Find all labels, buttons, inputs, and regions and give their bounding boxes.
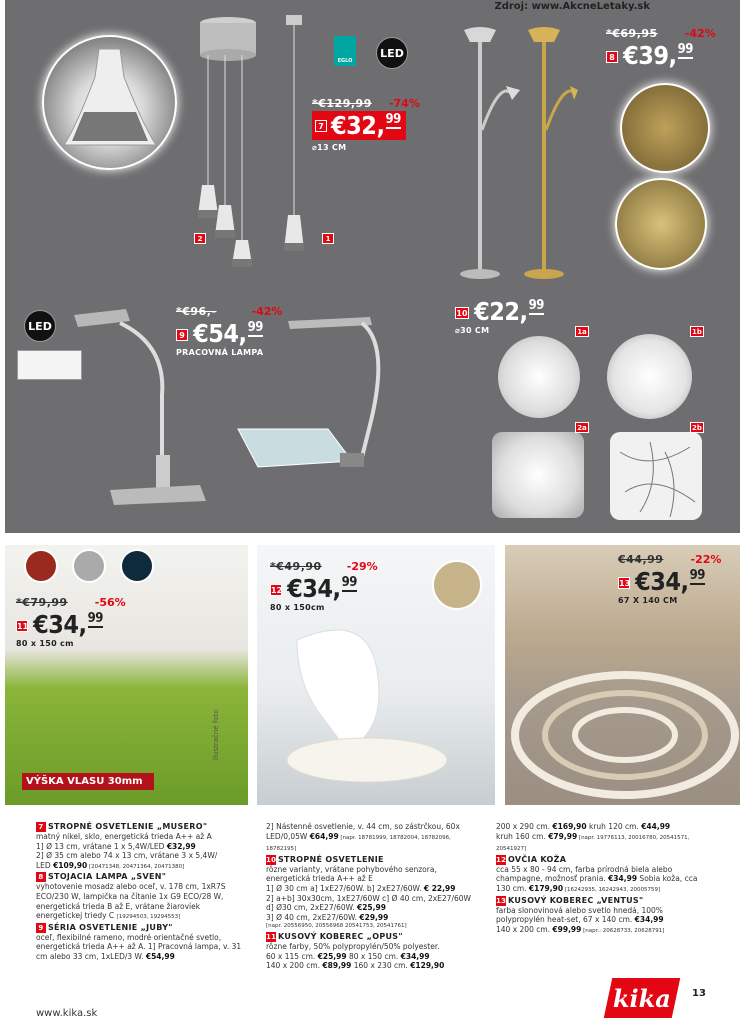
text-8: vyhotovenie mosadz alebo oceľ, v. 178 cm, 1xR7S ECO/230 W, lampička na čítanie 1x G9 ECO/28 W, energetická trieda B až E, vrátane žiarovíek energetickej triedy C [19294503, 19294553]: [36, 882, 226, 921]
price: €34,99: [287, 574, 357, 603]
price-block-8: [606, 22, 716, 70]
variant-tag-2: 2: [194, 233, 206, 244]
text-11a: rôzne farby, 50% polypropylén/50% polyester.: [266, 941, 440, 951]
text-11b: 60 x 115 cm. €25,99 80 x 150 cm. €34,99: [266, 951, 430, 961]
price: €22,99: [474, 297, 544, 326]
desk-lamps-image: [70, 305, 510, 510]
ceiling-light-1a: [498, 336, 580, 418]
price-row: [618, 567, 721, 596]
product-subtitle: PRACOVNÁ LAMPA: [176, 348, 264, 357]
text-10d: 3] Ø 40 cm, 2xE27/60W. €29,99: [266, 912, 389, 922]
discount: -22%: [690, 553, 722, 566]
kika-logo-text: kika: [613, 983, 671, 1013]
old-price: *€129,99: [312, 97, 372, 110]
text-13: farba slonovinová alebo svetlo hnedá, 100% polypropylén heat-set, 67 x 140 cm. €34,99: [496, 905, 664, 925]
color-swatch-red: [24, 549, 58, 583]
ceiling-light-2a: [492, 432, 584, 518]
eglo-logo: [334, 36, 356, 66]
price-block-12: [270, 555, 378, 612]
pendant-lamps-image: [190, 15, 330, 275]
text-9b: 2] Nástenné osvetlenie, v. 44 cm, so zástrčkou, 60x LED/0,05W €64,99 [napr. 18781999, 18782004, 18782096, 18782195]: [266, 822, 460, 853]
old-price: *€49,90: [270, 560, 322, 573]
product-number: 12: [271, 586, 283, 595]
variant-tag-1: 1: [322, 233, 334, 244]
ceiling-light-2b: [610, 432, 702, 520]
description-column-1: [36, 822, 248, 962]
heading-13: 13 KUSOVÝ KOBEREC „VENTUS": [496, 895, 644, 905]
product-number: 13: [619, 579, 631, 588]
price-row: [176, 319, 282, 348]
led-badge-2: [24, 310, 56, 342]
old-price: *€69,95: [606, 27, 658, 40]
price-row: [16, 610, 126, 639]
discount: -42%: [684, 27, 716, 40]
price: €34,99: [635, 567, 705, 596]
illustration-note: Ilustračné foto: [212, 709, 220, 760]
footer-url[interactable]: www.kika.sk: [36, 1008, 98, 1019]
product-number: 8: [606, 51, 618, 63]
product-size: 80 x 150cm: [270, 603, 325, 612]
product-size: ⌀13 CM: [312, 143, 347, 152]
price-block-13: [618, 548, 721, 605]
led-badge-label: LED: [380, 46, 404, 60]
variant-tag-2a: 2a: [575, 422, 589, 433]
heading-9: 9 SÉRIA OSVETLENIE „JUBY": [36, 923, 248, 933]
text-10a: rôzne varianty, vrátane pohybového senzora, energetická trieda A++ až E: [266, 864, 437, 884]
discount: -42%: [251, 305, 283, 318]
ventus-rug-image: [505, 650, 740, 805]
floor-lamps-image: [450, 20, 580, 285]
led-badge: [376, 37, 408, 69]
floor-lamp-detail-2: [615, 178, 707, 270]
price-row: [455, 297, 544, 326]
product-number: 10: [456, 309, 468, 318]
price: €39,99: [623, 41, 693, 70]
ceiling-light-1b: [607, 334, 692, 419]
rug-panel-green: [5, 545, 248, 805]
eglo-logo-text: EGLO: [337, 58, 353, 64]
heading-12: 12 OVČIA KOŽA: [496, 854, 567, 864]
floor-lamp-detail-1: [620, 83, 710, 173]
old-price: *€79,99: [16, 596, 68, 609]
text-10b: 1] Ø 30 cm a] 1xE27/60W. b] 2xE27/60W. € 22,99: [266, 883, 456, 893]
pile-banner-text: VÝŠKA VLASU 30mm: [26, 776, 143, 787]
variant-tag-1a: 1a: [575, 326, 589, 337]
heading-7: 7 STROPNÉ OSVETLENIE „MUSERO": [36, 822, 248, 832]
text-9: oceľ, flexibilné rameno, modré orientačné svetlo, energetická trieda A++ až A. 1] Pracovná lampa, v. 31 cm alebo 33 cm, 1xLED/3 W. €54,99: [36, 932, 242, 961]
product-number: 9: [176, 329, 188, 341]
text-11d: 140 x 200 cm. €89,99 160 x 230 cm. €129,90: [266, 961, 445, 971]
kika-logo: [604, 978, 681, 1018]
product-size: 80 x 150 cm: [16, 639, 74, 648]
text-7d: LED €109,90 [20471348, 20471364, 20471380]: [36, 860, 185, 870]
text-13b: 140 x 200 cm. €99,99 [napr.: 20628733, 20628791]: [496, 924, 665, 934]
discount: -29%: [346, 560, 378, 573]
price-block-7: [312, 92, 420, 152]
text-7b: 1] Ø 13 cm, vrátane 1 x 5,4W/LED €32,99: [36, 841, 196, 851]
color-swatch-navy: [120, 549, 154, 583]
text-7c: 2] Ø 35 cm alebo 74 x 13 cm, vrátane 3 x 5,4W/: [36, 851, 218, 861]
pendant-shade-image: [44, 37, 175, 168]
led-badge-label: LED: [28, 319, 52, 333]
pile-height-banner: [22, 773, 154, 790]
ceiling-light-pattern: [610, 432, 702, 520]
variant-tag-1b: 1b: [690, 326, 704, 337]
price: €32,99: [331, 111, 401, 140]
old-price: €44,99: [618, 553, 664, 566]
price-block-11: [16, 591, 126, 648]
pendant-detail-circle: [42, 35, 177, 170]
price-box: [312, 111, 406, 140]
chair-sheepskin-image: [257, 610, 495, 800]
heading-10: 10 STROPNÉ OSVETLENIE: [266, 854, 384, 864]
heading-8: 8 STOJACIA LAMPA „SVEN": [36, 872, 248, 882]
text-11h: kruh 160 cm. €79,99 [napr. 19776113, 20016780, 20541571, 20541927]: [496, 831, 690, 853]
price-row: [606, 41, 716, 70]
price: €54,99: [193, 319, 263, 348]
text-12: cca 55 x 80 - 94 cm, farba prírodná biela alebo champagne, možnosť prania. €34,99 Sobia koža, cca 130 cm. €179,90 [16242935, 16242943, 20005759]: [496, 864, 698, 893]
text-7a: matný nikel, sklo, energetická trieda A++ až A: [36, 832, 212, 841]
text-11f: 200 x 290 cm. €169,90 kruh 120 cm. €44,99: [496, 822, 671, 831]
description-column-2: [266, 822, 478, 971]
price: €34,99: [33, 610, 103, 639]
product-size: ⌀30 CM: [455, 326, 490, 335]
sheepskin-detail-circle: [432, 560, 482, 610]
variant-tag-2b: 2b: [690, 422, 704, 433]
product-number: 11: [17, 622, 29, 631]
price-block-10: [455, 297, 544, 335]
discount: -56%: [94, 596, 126, 609]
description-column-3: [496, 822, 711, 936]
price-block-9: [176, 300, 282, 357]
page-number: 13: [692, 988, 706, 999]
discount: -74%: [388, 97, 420, 110]
old-price: *€96,-: [176, 305, 217, 318]
heading-11: 11 KUSOVÝ KOBEREC „OPUS": [266, 931, 403, 941]
color-swatch-grey: [72, 549, 106, 583]
text-10c: 2] a+b] 30x30cm, 1xE27/60W c] Ø 40 cm, 2xE27/60W d] Ø30 cm, 2xE27/60W. €25,99: [266, 893, 471, 913]
source-credit: Zdroj: www.AkcneLetaky.sk: [494, 1, 650, 12]
product-number: 7: [315, 120, 327, 132]
codes-10: [napr. 20556950, 20556968 20541753, 20541761]: [266, 923, 407, 930]
price-row: [270, 574, 378, 603]
product-size: 67 X 140 CM: [618, 596, 678, 605]
